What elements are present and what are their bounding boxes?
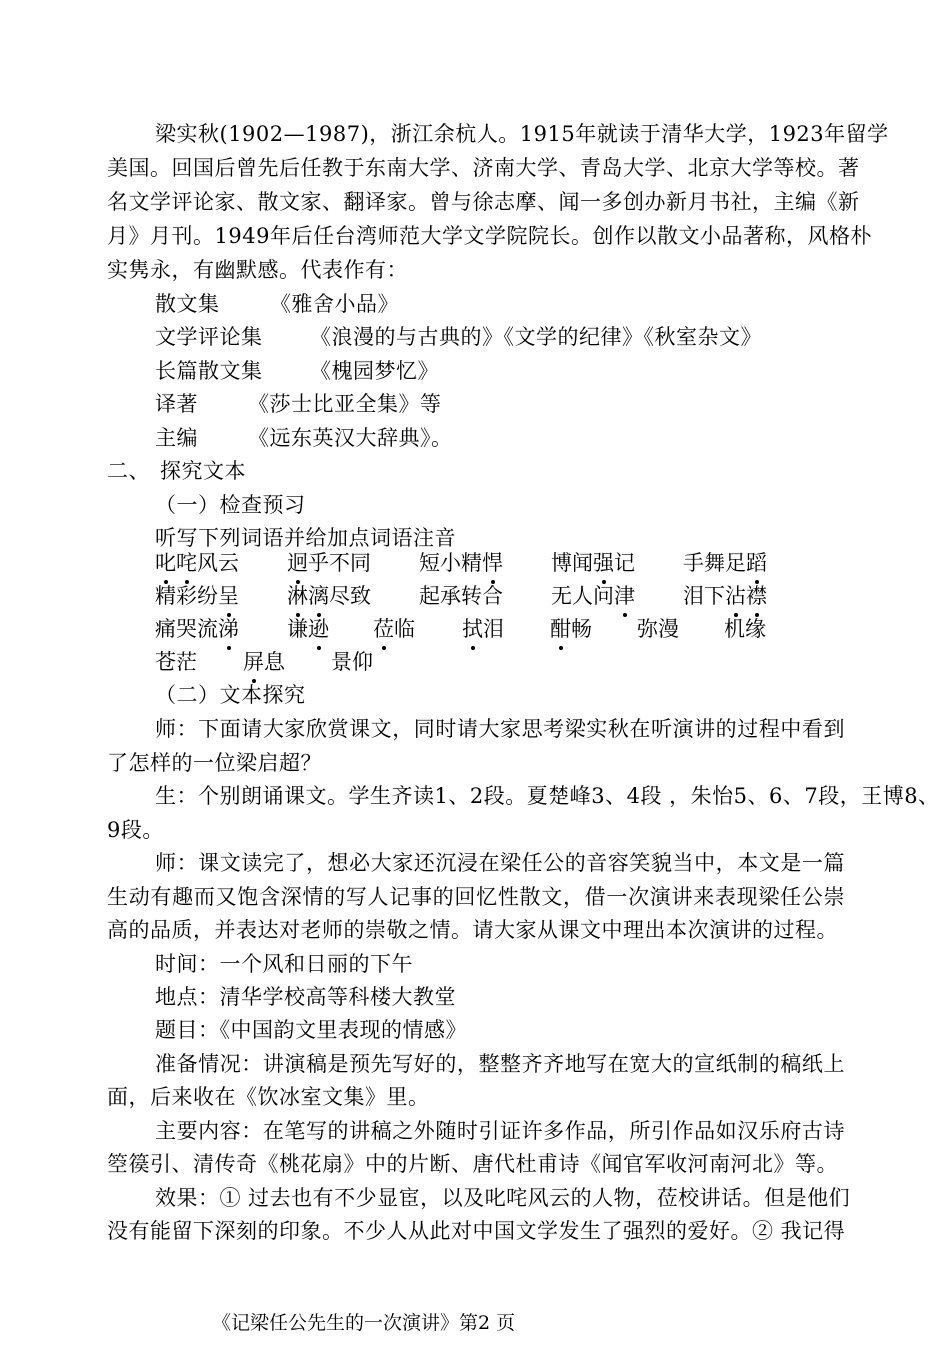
works-label-3: 长篇散文集 — [155, 359, 263, 383]
dotted-char: 逊 — [308, 617, 329, 641]
vocab-word: 莅临 — [373, 617, 415, 641]
vocab-word: 手舞足蹈 — [683, 551, 767, 575]
dotted-char: 涕 — [218, 617, 239, 641]
vocab-word: 景仰 — [331, 650, 373, 674]
vocab-word: 苍茫 — [155, 650, 197, 674]
dotted-char: 强 — [593, 551, 614, 575]
dotted-char: 迥 — [287, 551, 308, 575]
dotted-char: 酣 — [550, 617, 571, 641]
vocab-word: 起承转合 — [419, 584, 503, 608]
works-titles-2: 《浪漫的与古典的》《文学的纪律》《秋室杂文》 — [310, 325, 762, 349]
vocab-word: 无人问津 — [551, 584, 635, 608]
speech-place: 地点：清华学校高等科楼大教堂 — [155, 985, 456, 1009]
dotted-char: 襟 — [746, 584, 767, 608]
vocab-word: 痛哭流涕 — [155, 617, 239, 641]
dictation-instruction: 听写下列词语并给加点词语注音 — [155, 526, 456, 550]
vocab-word: 淋漓尽致 — [287, 584, 371, 608]
intro-line-1: 梁实秋(1902—1987)，浙江余杭人。1915年就读于清华大学，1923年留学 — [155, 122, 889, 146]
vocab-word: 酣畅 — [550, 617, 592, 641]
vocab-word: 精彩纷呈 — [155, 584, 239, 608]
dotted-char: 悍 — [482, 551, 503, 575]
intro-line-2: 美国。回国后曾先后任教于东南大学、济南大学、青岛大学、北京大学等校。著 — [107, 156, 860, 180]
intro-line-4: 月》月刊。1949年后任台湾师范大学文学院院长。创作以散文小品著称，风格朴 — [107, 224, 872, 248]
dotted-char: 津 — [614, 584, 635, 608]
student-line-2: 9段。 — [107, 818, 164, 842]
works-label-4: 译著 — [155, 392, 198, 416]
vocab-word: 拭泪 — [462, 617, 504, 641]
vocab-word: 屏息 — [243, 650, 285, 674]
dotted-char: 呈 — [218, 584, 239, 608]
vocab-word: 泪下沾襟 — [683, 584, 767, 608]
teacher-line-2: 了怎样的一位梁启超？ — [107, 751, 322, 775]
content-line-2: 箜篌引、清传奇《桃花扇》中的片断、唐代杜甫诗《闻官军收河南河北》等。 — [107, 1152, 838, 1176]
intro-line-5: 实隽永，有幽默感。代表作有： — [107, 258, 408, 282]
effect-line-2: 没有能留下深刻的印象。不少人从此对中国文学发生了强烈的爱好。② 我记得 — [107, 1219, 846, 1243]
section-heading: 探究文本 — [160, 459, 246, 483]
works-titles-3: 《槐园梦忆》 — [310, 359, 439, 383]
dotted-char: 叱 — [155, 551, 176, 575]
dotted-char: 淋 — [287, 584, 308, 608]
works-titles-1: 《雅舍小品》 — [270, 292, 399, 316]
intro-line-3: 名文学评论家、散文家、翻译家。曾与徐志摩、闻一多创办新月书社，主编《新 — [107, 190, 860, 214]
vocab-word: 迥乎不同 — [287, 551, 371, 575]
teacher-line-1: 师：下面请大家欣赏课文，同时请大家思考梁实秋在听演讲的过程中看到 — [155, 717, 845, 741]
vocab-word: 弥漫 — [637, 617, 679, 641]
works-titles-4: 《莎士比亚全集》等 — [248, 392, 442, 416]
dotted-char: 蹈 — [746, 551, 767, 575]
content-line-1: 主要内容：在笔写的讲稿之外随时引证许多作品，所引作品如汉乐府古诗 — [155, 1119, 845, 1143]
dotted-char: 拭 — [462, 617, 483, 641]
section-number: 二、 — [107, 459, 150, 483]
prep-line-2: 面，后来收在《饮冰室文集》里。 — [107, 1085, 430, 1109]
vocab-word: 叱咤风云 — [155, 551, 239, 575]
vocab-word: 机缘 — [724, 617, 766, 641]
works-titles-5: 《远东英汉大辞典》。 — [248, 426, 453, 450]
dotted-char: 屏 — [243, 650, 264, 674]
speech-topic: 题目：《中国韵文里表现的情感》 — [155, 1018, 467, 1042]
student-line-1: 生：个别朗诵课文。学生齐读1、2段。夏楚峰3、4段 ，朱怡5、6、7段，王博8、 — [155, 784, 940, 808]
vocab-word: 谦逊 — [287, 617, 329, 641]
subsection-2-heading: （二）文本探究 — [155, 683, 306, 707]
vocab-word: 短小精悍 — [419, 551, 503, 575]
dotted-char: 沾 — [725, 584, 746, 608]
vocab-word: 博闻强记 — [551, 551, 635, 575]
effect-line-1: 效果：① 过去也有不少显宦，以及叱咤风云的人物，莅校讲话。但是他们 — [155, 1186, 851, 1210]
dotted-char: 莅 — [373, 617, 394, 641]
teacher-para-line-1: 师：课文读完了，想必大家还沉浸在梁任公的音容笑貌当中，本文是一篇 — [155, 851, 845, 875]
prep-line-1: 准备情况：讲演稿是预先写好的，整整齐齐地写在宽大的宣纸制的稿纸上 — [155, 1052, 845, 1076]
dotted-char: 咤 — [176, 551, 197, 575]
works-label-5: 主编 — [155, 426, 198, 450]
dotted-char: 漓 — [308, 584, 329, 608]
works-label-2: 文学评论集 — [155, 325, 263, 349]
subsection-1-heading: （一）检查预习 — [155, 493, 306, 517]
speech-time: 时间：一个风和日丽的下午 — [155, 952, 413, 976]
teacher-para-line-2: 生动有趣而又饱含深情的写人记事的回忆性散文，借一次演讲来表现梁任公崇 — [107, 885, 845, 909]
page-footer: 《记梁任公先生的一次演讲》第2 页 — [212, 1312, 516, 1334]
teacher-para-line-3: 高的品质，并表达对老师的崇敬之情。请大家从课文中理出本次演讲的过程。 — [107, 918, 838, 942]
works-label-1: 散文集 — [155, 292, 220, 316]
